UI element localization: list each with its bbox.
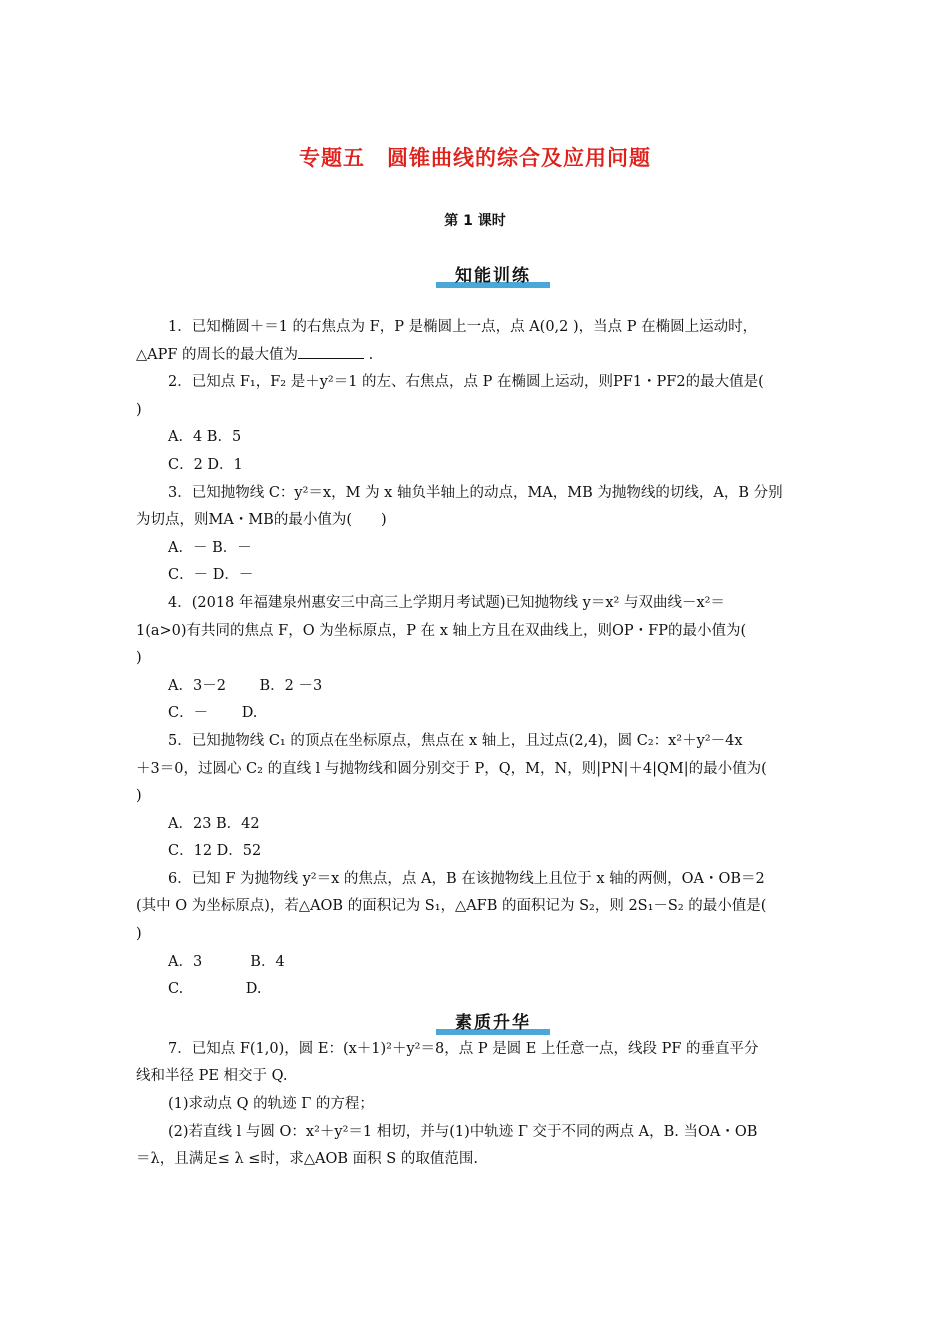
question-7-part2-line1: (2)若直线 l 与圆 O：x²＋y²＝1 相切，并与(1)中轨迹 Γ 交于不同的两点 A，B. 当OA・OB <box>168 1123 758 1140</box>
question-3-options-ab: A．－ B．－ <box>168 539 252 556</box>
question-6-options-ab: A．3 B．4 <box>168 953 285 970</box>
question-1-text: △APF 的周长的最大值为 <box>136 346 299 363</box>
question-5-line3: ) <box>136 788 142 805</box>
question-6-options-cd: C. D. <box>168 981 262 998</box>
question-2-line1: 2．已知点 F₁，F₂ 是＋y²＝1 的左、右焦点，点 P 在椭圆上运动，则PF1・PF2的最大值是( <box>168 374 764 391</box>
page-title: 专题五 圆锥曲线的综合及应用问题 <box>299 146 651 170</box>
question-3-options-cd: C．－ D．－ <box>168 567 254 584</box>
question-4-line1: 4．(2018 年福建泉州惠安三中高三上学期月考试题)已知抛物线 y＝x² 与双曲线－x²＝ <box>168 594 725 611</box>
answer-blank[interactable] <box>298 344 364 359</box>
question-7-line1: 7．已知点 F(1,0)，圆 E：(x＋1)²＋y²＝8，点 P 是圆 E 上任意一点，线段 PF 的垂直平分 <box>168 1040 759 1057</box>
question-4-line3: ) <box>136 650 142 667</box>
question-list <box>136 314 822 1174</box>
lesson-subtitle: 第 1 课时 <box>444 213 506 229</box>
question-1-line2 <box>136 342 822 370</box>
question-5-options-cd: C．12 D．52 <box>168 843 262 860</box>
question-5-line2: ＋3＝0，过圆心 C₂ 的直线 l 与抛物线和圆分别交于 P，Q，M，N，则|PN|＋4|QM|的最小值为( <box>136 760 767 777</box>
question-3-line1: 3．已知抛物线 C：y²＝x，M 为 x 轴负半轴上的动点，MA，MB 为抛物线的切线，A，B 分别 <box>168 484 783 501</box>
section-badge-quality: 素质升华 <box>436 1013 550 1035</box>
question-2-options-ab: A．4 B．5 <box>168 429 242 446</box>
question-5-line1: 5．已知抛物线 C₁ 的顶点在坐标原点，焦点在 x 轴上，且过点(2,4)，圆 C₂：x²＋y²－4x <box>168 732 743 749</box>
question-5-options-ab: A．23 B．42 <box>168 815 260 832</box>
question-1-end: . <box>364 346 374 363</box>
question-7-line2: 线和半径 PE 相交于 Q. <box>136 1068 288 1085</box>
section-badge-training: 知能训练 <box>436 266 550 288</box>
question-6-line2: (其中 O 为坐标原点)，若△AOB 的面积记为 S₁，△AFB 的面积记为 S₂，则 2S₁－S₂ 的最小值是( <box>136 898 767 915</box>
question-4-options-ab: A．3－2 B．2 －3 <box>168 677 323 694</box>
question-4-options-cd: C．－ D. <box>168 705 258 722</box>
question-6-line1: 6．已知 F 为抛物线 y²＝x 的焦点，点 A，B 在该抛物线上且位于 x 轴的两侧，OA・OB＝2 <box>168 870 765 887</box>
question-3-line2: 为切点，则MA・MB的最小值为( ) <box>136 512 387 529</box>
question-1-line1: 1．已知椭圆＋＝1 的右焦点为 F，P 是椭圆上一点，点 A(0,2 )，当点 P 在椭圆上运动时， <box>168 319 758 335</box>
question-6-line3: ) <box>136 926 142 943</box>
question-7-part2-line2: ＝λ，且满足≤ λ ≤时，求△AOB 面积 S 的取值范围. <box>136 1151 478 1168</box>
question-2-options-cd: C．2 D．1 <box>168 456 243 473</box>
question-4-line2: 1(a>0)有共同的焦点 F，O 为坐标原点，P 在 x 轴上方且在双曲线上，则OP・FP的最小值为( <box>136 622 747 639</box>
question-2-line2: ) <box>136 401 142 418</box>
question-7-part1: (1)求动点 Q 的轨迹 Γ 的方程； <box>168 1096 374 1113</box>
